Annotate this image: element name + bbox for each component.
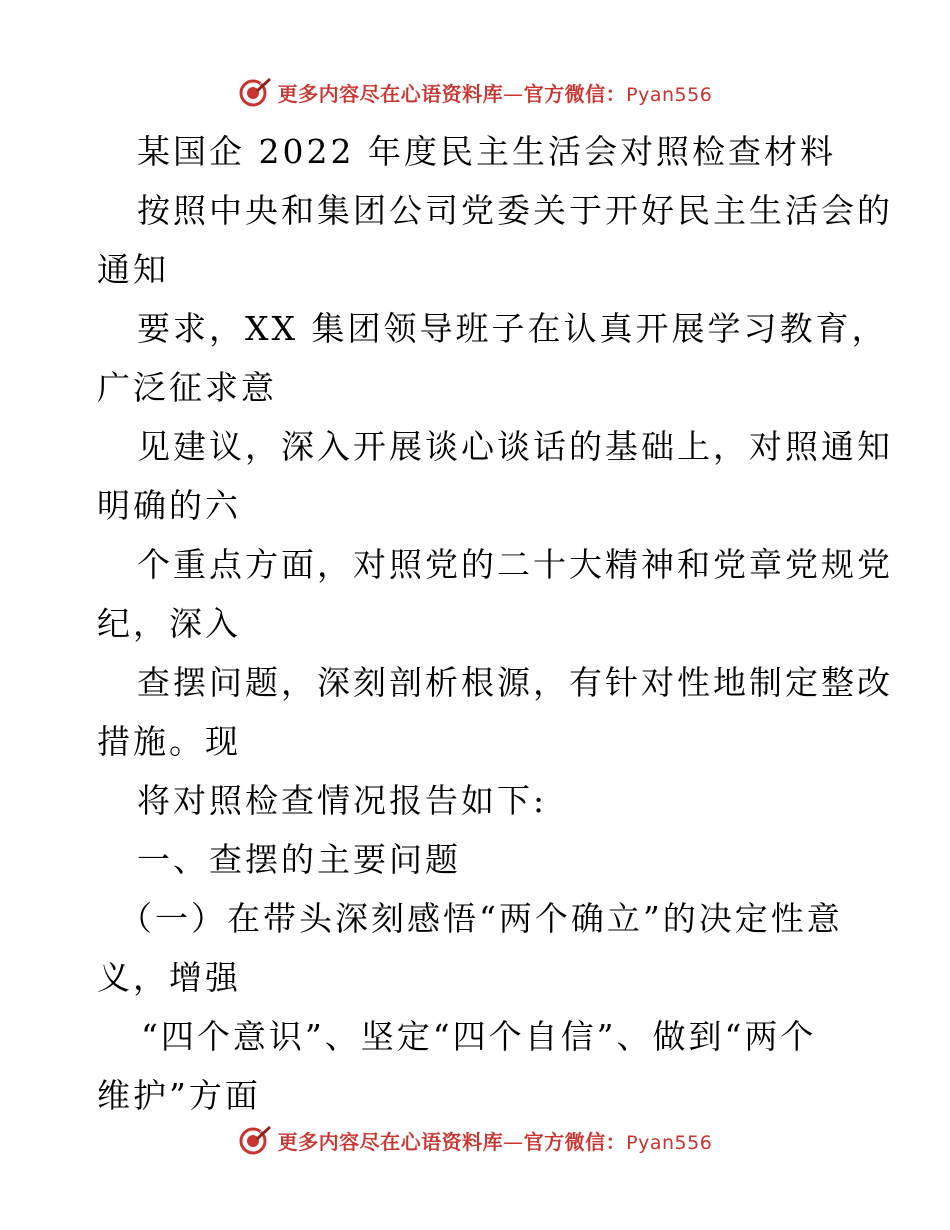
- watermark-header: [0, 72, 950, 112]
- quill-seal-logo-icon: [238, 1123, 272, 1157]
- paragraph-line: 义，增强: [97, 958, 241, 997]
- section-heading: 一、查摆的主要问题: [137, 840, 461, 879]
- document-body: [97, 122, 893, 1125]
- paragraph-line: 通知: [97, 250, 169, 289]
- watermark-text: 更多内容尽在心语资料库—官方微信：Pyan556: [277, 81, 713, 106]
- paragraph-line: 维护”方面: [97, 1076, 261, 1115]
- paragraph-line: 个重点方面，对照党的二十大精神和党章党规党: [137, 545, 893, 584]
- paragraph-line: 查摆问题，深刻剖析根源，有针对性地制定整改: [137, 663, 893, 702]
- paragraph-line: 广泛征求意: [97, 368, 277, 407]
- paragraph-line: 纪，深入: [97, 604, 241, 643]
- quill-seal-logo-icon: [238, 75, 272, 109]
- document-title: 某国企 2022 年度民主生活会对照检查材料: [137, 132, 836, 171]
- paragraph-line: 将对照检查情况报告如下:: [137, 781, 548, 820]
- paragraph-line: 要求，XX 集团领导班子在认真开展学习教育，: [137, 309, 888, 348]
- paragraph-line: 措施。现: [97, 722, 241, 761]
- paragraph-line: 按照中央和集团公司党委关于开好民主生活会的: [137, 191, 893, 230]
- watermark-footer: [0, 1120, 950, 1160]
- paragraph-line: 见建议，深入开展谈心谈话的基础上，对照通知: [137, 427, 893, 466]
- paragraph-line: 明确的六: [97, 486, 241, 525]
- watermark-text: 更多内容尽在心语资料库—官方微信：Pyan556: [277, 1129, 713, 1154]
- paragraph-line: “四个意识”、坚定“四个自信”、做到“两个: [141, 1017, 817, 1056]
- subsection-heading: （一）在带头深刻感悟“两个确立”的决定性意: [119, 899, 843, 938]
